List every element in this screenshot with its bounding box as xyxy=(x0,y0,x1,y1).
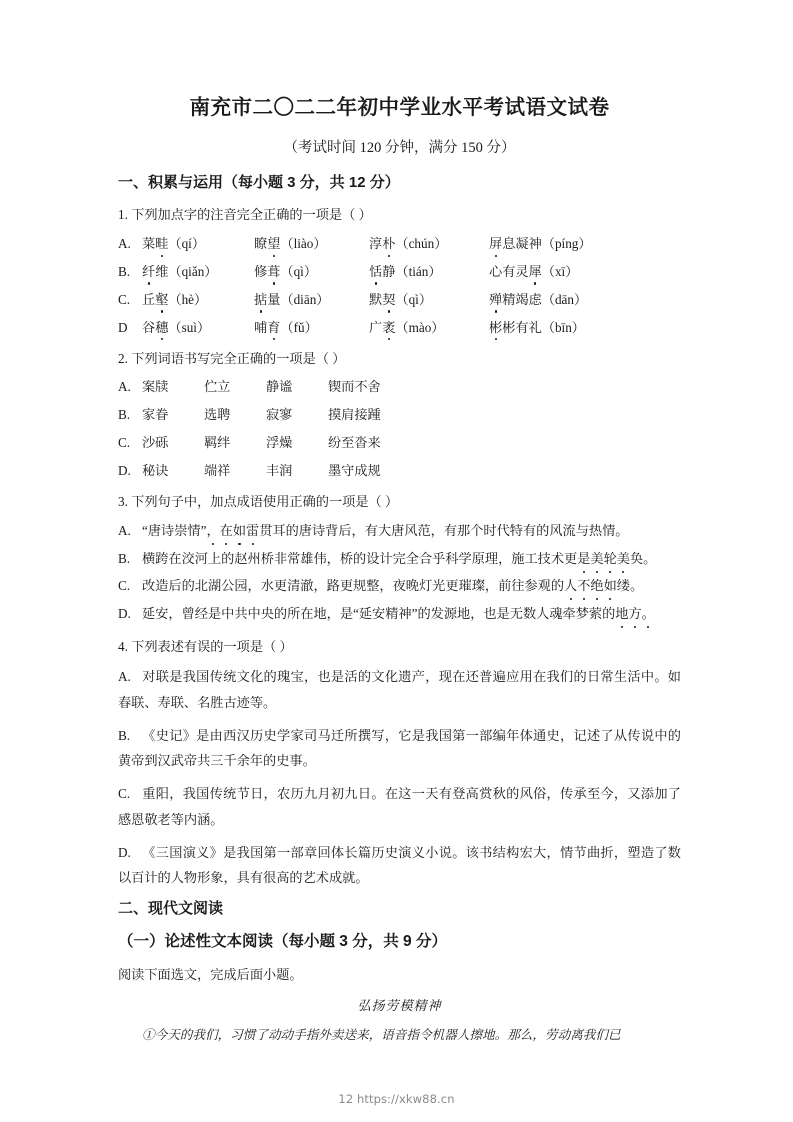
option-cell: 墨守成规 xyxy=(328,463,381,478)
emphasis-dot-char: 如 xyxy=(604,575,617,598)
emphasis-dot-char: 屏 xyxy=(489,233,502,254)
option-cell: 心有灵犀（xī） xyxy=(489,261,578,282)
option-cell: 瞭望（liào） xyxy=(254,233,369,254)
emphasis-dot-char: 美 xyxy=(617,548,630,571)
option-label: D. xyxy=(118,605,131,621)
option-cell: 摸肩接踵 xyxy=(328,407,381,423)
section-two-heading: 二、现代文阅读 xyxy=(118,899,224,917)
option-row[interactable] xyxy=(118,289,681,310)
section-one-heading: 一、积累与运用（每小题 3 分，共 12 分） xyxy=(118,173,400,191)
option-text: 延安，曾经是中共中央的所在地，是“延安精神”的发源地，也是无数人魂牵梦萦的地方。 xyxy=(142,606,655,621)
option-row[interactable] xyxy=(118,261,681,282)
option-label: B. xyxy=(118,727,131,743)
emphasis-dot-char: 绝 xyxy=(590,575,603,598)
emphasis-dot-char: 葺 xyxy=(267,261,280,282)
option-row[interactable] xyxy=(118,520,681,543)
emphasis-dot-char: 壑 xyxy=(155,289,168,310)
question-2 xyxy=(118,349,681,481)
emphasis-dot-char: 望 xyxy=(267,233,280,254)
option-cell: 寂寥 xyxy=(266,407,293,423)
option-row[interactable] xyxy=(118,575,681,598)
emphasis-dot-char: 地 xyxy=(615,603,628,626)
emphasis-dot-char: 如 xyxy=(233,520,246,543)
emphasis-dot-char: 育 xyxy=(267,317,280,338)
option-row[interactable] xyxy=(118,723,681,774)
emphasis-dot-char: 在 xyxy=(220,520,233,543)
emphasis-dot-char: 畦 xyxy=(155,233,168,254)
option-cell: 默契（qì） xyxy=(369,289,489,310)
emphasis-dot-char: 契 xyxy=(382,289,395,310)
option-cell: 纤维（qiǎn） xyxy=(142,261,254,282)
option-text: 《史记》是由西汉历史学家司马迁所撰写，它是我国第一部编年体通史，记述了从传说中的黄帝到汉武帝共三千余年的史事。 xyxy=(118,727,681,769)
passage-title: 弘扬劳模精神 xyxy=(357,997,442,1013)
option-row[interactable] xyxy=(118,664,681,715)
option-label: A. xyxy=(118,379,131,395)
option-row[interactable] xyxy=(118,460,681,481)
emphasis-dot-char: 朴 xyxy=(382,233,395,254)
option-row[interactable] xyxy=(118,404,681,425)
option-cell: 静谧 xyxy=(266,379,293,395)
option-cell: 家眷 xyxy=(142,407,169,423)
option-label: C. xyxy=(118,578,131,594)
option-cell: 淳朴（chún） xyxy=(369,233,489,254)
option-cell: 选聘 xyxy=(204,407,231,423)
option-cell: 彬彬有礼（bīn） xyxy=(489,317,585,338)
option-cell: 掂量（diān） xyxy=(254,289,369,310)
question-stem: 2. 下列词语书写完全正确的一项是（ ） xyxy=(118,350,346,366)
emphasis-dot-char: 美 xyxy=(590,548,603,571)
option-cell: 秘诀 xyxy=(142,463,169,478)
emphasis-dot-char: 人 xyxy=(564,575,577,598)
option-cell: 丘壑（hè） xyxy=(142,289,254,310)
option-text: 改造后的北湖公园，水更清澈，路更规整，夜晚灯光更璀璨，前往参观的人不绝如缕。 xyxy=(142,578,643,593)
option-cell: 丰润 xyxy=(266,463,293,478)
emphasis-dot-char: 恬 xyxy=(369,261,382,282)
option-cell: 屏息凝神（píng） xyxy=(489,233,592,254)
option-cell: 谷穗（suì） xyxy=(142,317,254,338)
option-text: “唐诗崇情”，在如雷贯耳的唐诗背后，有大唐风范，有那个时代特有的风流与热情。 xyxy=(142,523,628,538)
option-cell: 伫立 xyxy=(204,379,231,395)
option-text: 对联是我国传统文化的瑰宝，也是活的文化遗产，现在还普遍应用在我们的日常生活中。如春联、寿联、名胜古迹等。 xyxy=(118,669,681,710)
emphasis-dot-char: 不 xyxy=(577,575,590,598)
question-stem: 3. 下列句子中，加点成语使用正确的一项是（ ） xyxy=(118,494,399,510)
option-cell: 修葺（qì） xyxy=(254,261,369,282)
emphasis-dot-char: 穗 xyxy=(155,317,168,338)
option-text: 重阳，我国传统节日，农历九月初九日。在这一天有登高赏秋的风俗，传承至今，又添加了感恩敬老等内涵。 xyxy=(118,786,681,827)
option-cell: 广袤（mào） xyxy=(369,317,489,338)
option-label: A. xyxy=(118,235,131,251)
option-label: C. xyxy=(118,435,131,451)
option-row[interactable] xyxy=(118,376,681,397)
emphasis-dot-char: 犀 xyxy=(529,261,542,282)
question-stem: 1. 下列加点字的注音完全正确的一项是（ ） xyxy=(118,207,372,223)
option-label: D. xyxy=(118,844,131,860)
footer-watermark: 12 https://xkw88.cn xyxy=(338,1092,455,1106)
option-cell: 菜畦（qí） xyxy=(142,233,254,254)
section-two-subsection-heading: （一）论述性文本阅读（每小题 3 分，共 9 分） xyxy=(118,933,447,951)
option-row[interactable] xyxy=(118,317,681,338)
option-cell: 浮燥 xyxy=(266,435,293,451)
emphasis-dot-char: 方 xyxy=(628,603,641,626)
passage-paragraph-1: ①今天的我们，习惯了动动手指外卖送来，语音指令机器人擦地。那么，劳动离我们已 xyxy=(142,1027,621,1042)
emphasis-dot-char: 掂 xyxy=(254,289,267,310)
option-label: C. xyxy=(118,291,131,307)
option-label: A. xyxy=(118,669,131,685)
emphasis-dot-char: 雷 xyxy=(246,520,259,543)
option-cell: 纷至沓来 xyxy=(328,435,381,451)
exam-info-subtitle: （考试时间 120 分钟，满分 150 分） xyxy=(283,139,516,156)
emphasis-dot-char: 彬 xyxy=(489,317,502,338)
option-label: D. xyxy=(118,463,131,478)
question-stem: 4. 下列表述有误的一项是（ ） xyxy=(118,638,293,654)
option-row[interactable] xyxy=(118,432,681,453)
option-text: 《三国演义》是我国第一部章回体长篇历史演义小说。该书结构宏大，情节曲折，塑造了数以百计的人物形象，具有很高的艺术成就。 xyxy=(118,844,681,886)
emphasis-dot-char: 纤 xyxy=(142,261,155,282)
option-label: A. xyxy=(118,522,131,538)
option-cell: 锲而不舍 xyxy=(328,379,381,395)
option-row[interactable] xyxy=(118,781,681,832)
option-cell: 哺育（fǔ） xyxy=(254,317,369,338)
emphasis-dot-char: ， xyxy=(206,520,219,543)
option-cell: 沙砾 xyxy=(142,435,169,451)
option-label: B. xyxy=(118,263,131,279)
option-cell: 殚精竭虑（dān） xyxy=(489,289,587,310)
page-content xyxy=(118,94,681,1047)
question-3 xyxy=(118,492,681,625)
question-4 xyxy=(118,637,681,891)
question-1 xyxy=(118,205,681,337)
emphasis-dot-char: 殚 xyxy=(489,289,502,310)
option-label: C. xyxy=(118,786,131,802)
option-label: B. xyxy=(118,407,131,423)
option-cell: 羁绊 xyxy=(204,435,231,451)
option-cell: 案牍 xyxy=(142,379,169,395)
option-cell: 端祥 xyxy=(204,463,231,478)
option-text: 横跨在洨河上的赵州桥非常雄伟，桥的设计完全合乎科学原理，施工技术更是美轮美奂。 xyxy=(142,551,656,566)
option-row[interactable] xyxy=(118,603,681,626)
reading-instruction: 阅读下面选文，完成后面小题。 xyxy=(118,966,303,982)
option-row[interactable] xyxy=(118,233,681,254)
emphasis-dot-char: 。 xyxy=(642,603,655,626)
emphasis-dot-char: 轮 xyxy=(604,548,617,571)
option-label: D xyxy=(118,319,128,335)
option-cell: 恬静（tián） xyxy=(369,261,489,282)
option-row[interactable] xyxy=(118,840,681,891)
emphasis-dot-char: 袤 xyxy=(382,317,395,338)
option-label: B. xyxy=(118,550,131,566)
emphasis-dot-char: 是 xyxy=(577,548,590,571)
option-row[interactable] xyxy=(118,548,681,571)
page-title: 南充市二〇二二年初中学业水平考试语文试卷 xyxy=(189,96,610,119)
